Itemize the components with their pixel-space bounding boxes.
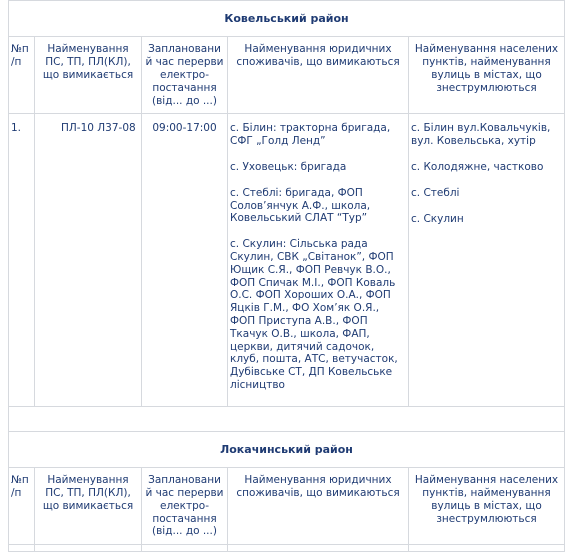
row-settlements	[409, 114, 565, 406]
header-settlements: Найменування населених пунктів, найменування вулиць в містах, що знеструмлюються	[409, 468, 565, 545]
consumer-entry: с. Стеблі: бригада, ФОП Солов’янчук А.Ф., школа, Ковельський СЛАТ “Тур”	[230, 186, 371, 225]
header-number: №п/п	[9, 468, 35, 545]
header-number: №п/п	[9, 37, 35, 114]
row-time: 09:00-17:00	[142, 114, 228, 406]
district-header-row	[9, 1, 565, 37]
consumer-entry: с. Скулин: Сільська рада Скулин, СВК „Світанок”, ФОП Ющик С.Я., ФОП Ревчук В.О., ФОП Спичак М.І., ФОП Коваль О.С. ФОП Хороших О.А., ФОП Яцків Г.М., ФО Хом’як О.Я., ФОП Приступа А.В., ФОП Ткачук О.В., школа, ФАП, церкви, дитячий садочок, клуб, пошта, АТС, ветучасток, Дубівське СТ, ДП Ковельське лісництво	[230, 238, 398, 391]
header-time: Запланований час перерви електро-постачання (від... до ...)	[142, 37, 228, 114]
column-headers-row	[9, 37, 565, 114]
district-header-row	[9, 431, 565, 467]
consumer-entry: с. Білин: тракторна бригада, СФГ „Голд Ленд”	[230, 122, 391, 148]
row-number: 1.	[9, 114, 35, 406]
row-consumers	[228, 114, 409, 406]
outage-table	[8, 0, 565, 552]
header-consumers: Найменування юридичних споживачів, що вимикаються	[228, 37, 409, 114]
header-object: Найменування ПС, ТП, ПЛ(КЛ), що вимикається	[35, 468, 142, 545]
row-object: ПЛ-10 Л37-08	[35, 114, 142, 406]
settlement-entry: с. Стеблі	[411, 186, 460, 199]
district-name: Ковельський район	[9, 1, 565, 37]
settlement-entry: с. Скулин	[411, 212, 464, 225]
header-object: Найменування ПС, ТП, ПЛ(КЛ), що вимикається	[35, 37, 142, 114]
header-settlements: Найменування населених пунктів, найменування вулиць в містах, що знеструмлюються	[409, 37, 565, 114]
column-headers-row	[9, 468, 565, 545]
header-consumers: Найменування юридичних споживачів, що вимикаються	[228, 468, 409, 545]
consumer-entry: с. Уховецьк: бригада	[230, 160, 347, 173]
table-row	[9, 114, 565, 406]
settlement-entry: с. Білин вул.Ковальчуків, вул. Ковельська, хутір	[411, 122, 551, 148]
spacer-row	[9, 406, 565, 431]
table-row	[9, 545, 565, 552]
district-name: Локачинський район	[9, 431, 565, 467]
settlement-entry: с. Колодяжне, частково	[411, 160, 544, 173]
header-time: Запланований час перерви електро-постачання (від... до ...)	[142, 468, 228, 545]
